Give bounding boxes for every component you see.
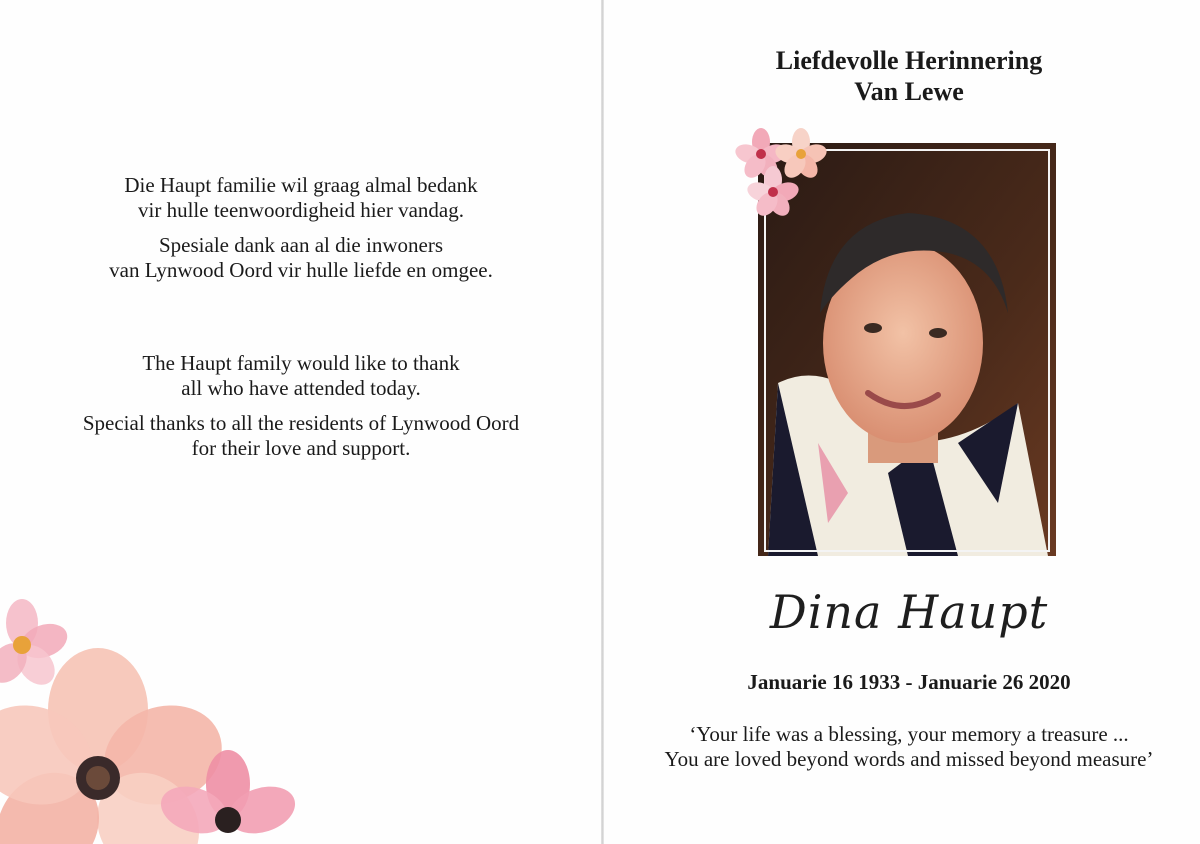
- thanks-line: The Haupt family would like to thank: [142, 351, 460, 375]
- page-title: [604, 45, 1200, 107]
- thanks-line: van Lynwood Oord vir hulle liefde en omgee.: [109, 258, 493, 282]
- quote-line: ‘Your life was a blessing, your memory a treasure ...: [689, 722, 1129, 746]
- thanks-line: vir hulle teenwoordigheid hier vandag.: [138, 198, 464, 222]
- thanks-line: Die Haupt familie wil graag almal bedank: [124, 173, 478, 197]
- memorial-quote: [604, 722, 1200, 772]
- english-thanks: [0, 351, 602, 461]
- afrikaans-thanks: [0, 173, 602, 283]
- life-dates: Januarie 16 1933 - Januarie 26 2020: [747, 670, 1071, 694]
- title-line: Van Lewe: [854, 77, 964, 106]
- title-line: Liefdevolle Herinnering: [775, 46, 1043, 75]
- watercolor-flowers-icon: [0, 590, 300, 844]
- thanks-line: for their love and support.: [191, 436, 411, 460]
- thanks-line: Special thanks to all the residents of Lynwood Oord: [82, 411, 520, 435]
- flower-cluster-icon: [735, 128, 831, 224]
- quote-line: You are loved beyond words and missed beyond measure’: [664, 747, 1154, 771]
- thanks-line: all who have attended today.: [181, 376, 421, 400]
- deceased-name: Dina Haupt: [769, 585, 1049, 639]
- thanks-line: Spesiale dank aan al die inwoners: [159, 233, 443, 257]
